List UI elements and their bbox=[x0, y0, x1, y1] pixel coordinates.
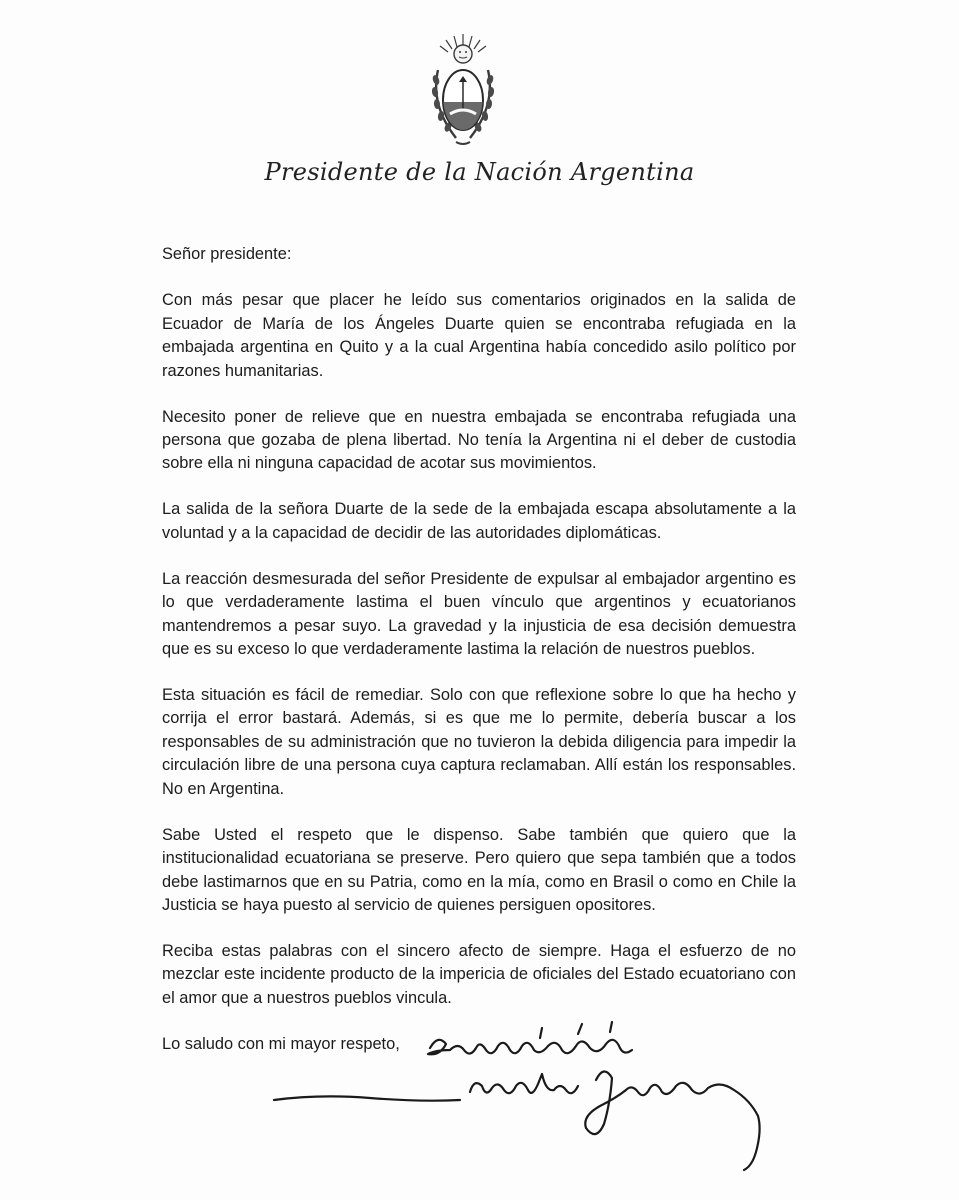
paragraph: Con más pesar que placer he leído sus comentarios originados en la salida de Ecuador de María de los Ángeles Duarte quien se encontraba refugiada en la embajada argentina en Quito y a la cual Argentina había concedido asilo político por razones humanitarias. bbox=[162, 291, 796, 380]
letterhead-title: Presidente de la Nación Argentina bbox=[264, 158, 695, 186]
paragraph: Esta situación es fácil de remediar. Solo con que reflexione sobre lo que ha hecho y corrija el error bastará. Además, si es que me lo permite, debería buscar a los responsables de su administración que no tuvieron la debida diligencia para impedir la circulación libre de una persona cuya captura reclamaban. Allí están los responsables. No en Argentina. bbox=[162, 686, 796, 798]
handwritten-signature bbox=[260, 1020, 800, 1180]
paragraph: Reciba estas palabras con el sincero afecto de siempre. Haga el esfuerzo de no mezclar este incidente producto de la impericia de oficiales del Estado ecuatoriano con el amor que a nuestros pueblos vincula. bbox=[162, 941, 796, 1007]
paragraph: Necesito poner de relieve que en nuestra embajada se encontraba refugiada una persona que gozaba de plena libertad. No tenía la Argentina ni el deber de custodia sobre ella ni ninguna capacidad de acotar sus movimientos. bbox=[162, 407, 796, 473]
letter-body bbox=[162, 243, 796, 1056]
salutation: Señor presidente: bbox=[162, 245, 292, 263]
closing-line: Lo saludo con mi mayor respeto, bbox=[162, 1034, 400, 1053]
paragraph: La reacción desmesurada del señor Presidente de expulsar al embajador argentino es lo que verdaderamente lastima el buen vínculo que argentinos y ecuatorianos mantendremos a pesar suyo. La gravedad y la injusticia de esa decisión demuestra que es su exceso lo que verdaderamente lastima la relación de nuestros pueblos. bbox=[162, 569, 796, 659]
paragraph: Sabe Usted el respeto que le dispenso. Sabe también que quiero que la institucionalidad ecuatoriana se preserve. Pero quiero que sepa también que a todos debe lastimarnos que en su Patria, como en la mía, como en Brasil o como en Chile la Justicia se haya puesto al servicio de quienes persiguen opositores. bbox=[162, 825, 796, 914]
paragraph: La salida de la señora Duarte de la sede de la embajada escapa absolutamente a la voluntad y a la capacidad de decidir de las autoridades diplomáticas. bbox=[162, 500, 796, 542]
coat-of-arms-icon bbox=[426, 30, 500, 150]
